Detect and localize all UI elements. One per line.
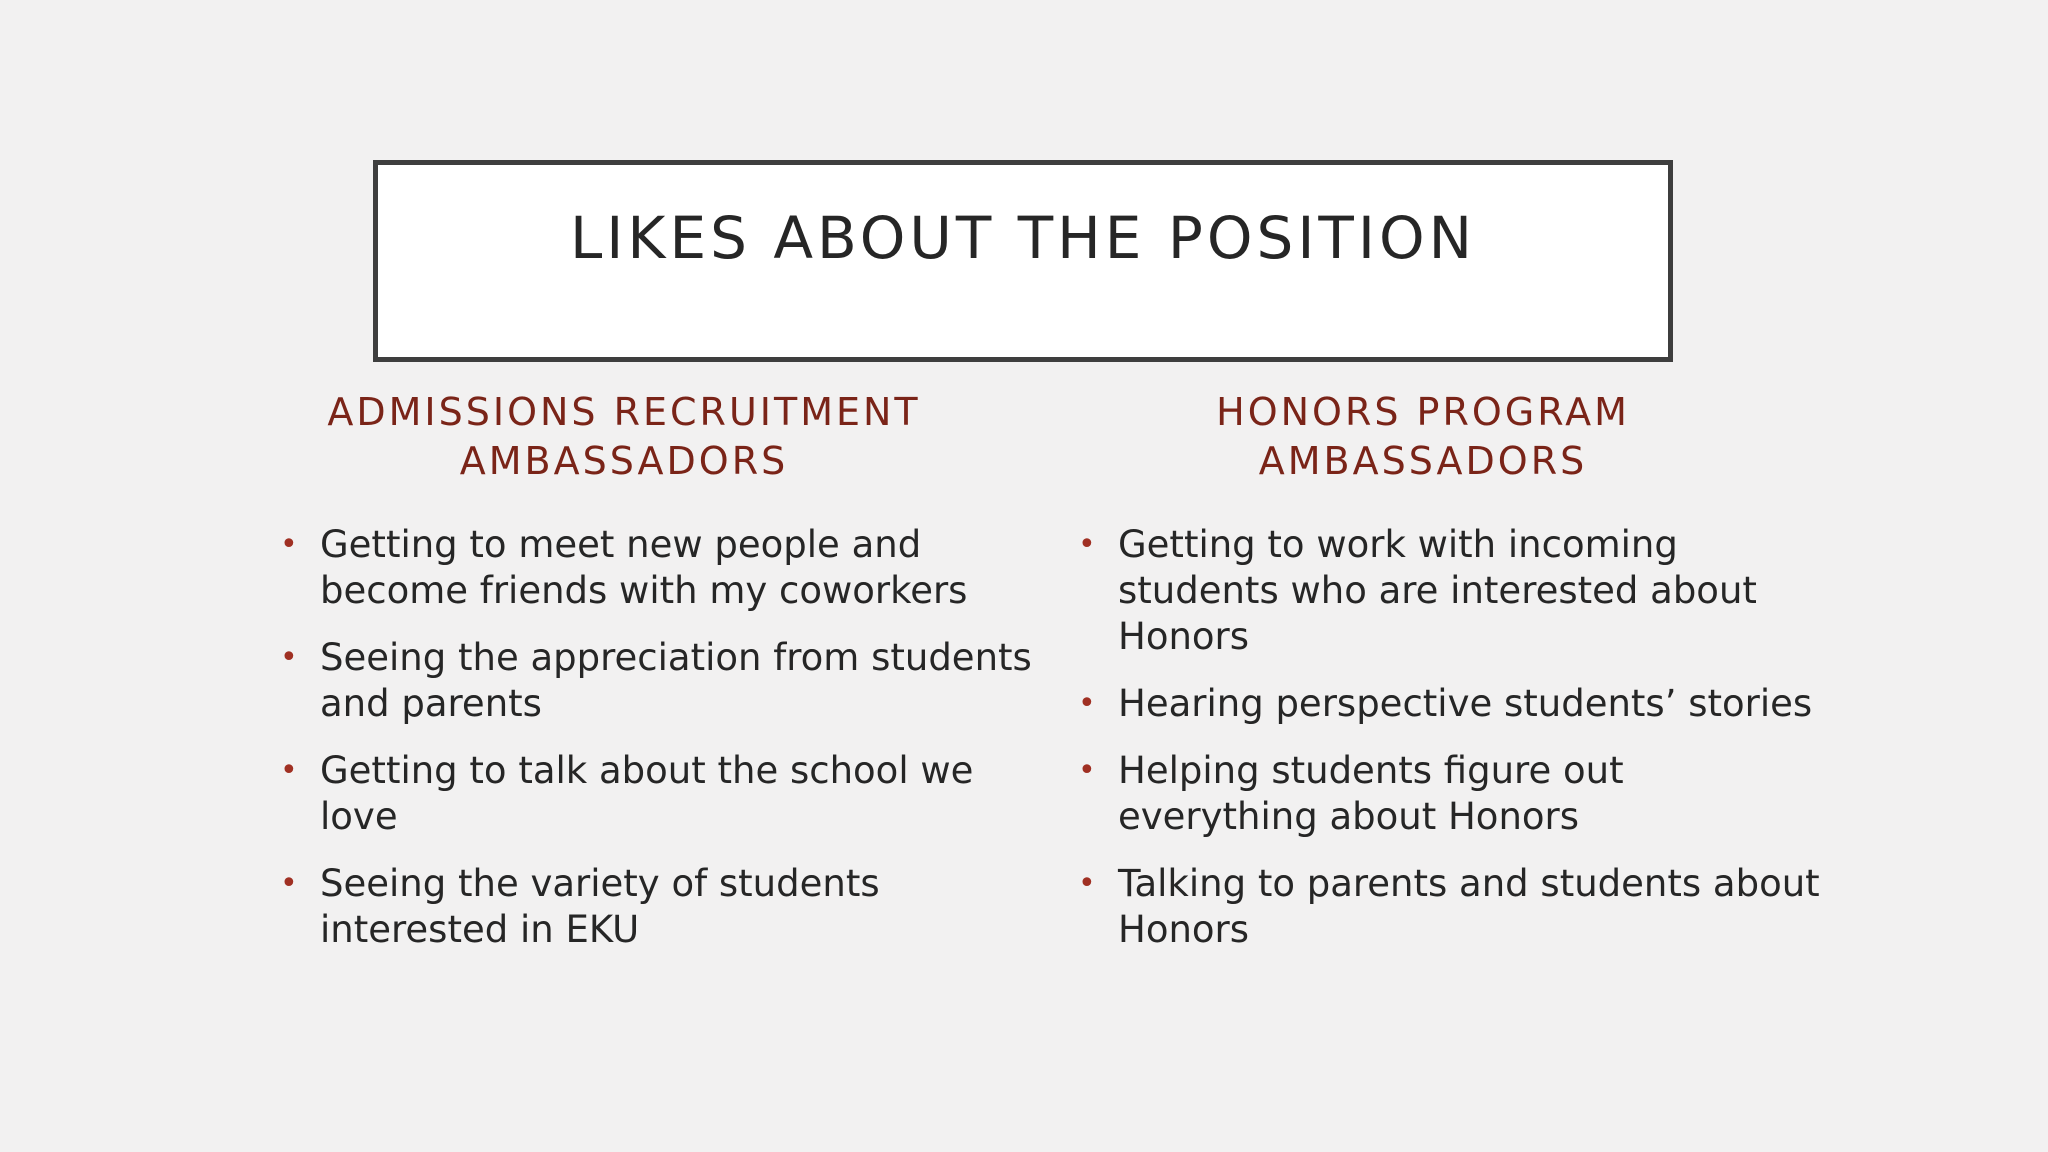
right-bullet-list <box>1078 522 1820 974</box>
bullet-text-line: Talking to parents and students about <box>1118 862 1820 905</box>
bullet-icon: • <box>1078 527 1096 562</box>
bullet-text-line: Honors <box>1118 615 1250 658</box>
bullet-item <box>280 861 1000 953</box>
bullet-text-line: Getting to work with incoming <box>1118 523 1678 566</box>
bullet-text-line: students who are interested about <box>1118 569 1757 612</box>
title-box <box>373 160 1673 362</box>
bullet-icon: • <box>1078 753 1096 788</box>
bullet-item <box>280 748 1000 840</box>
bullet-icon: • <box>280 753 298 788</box>
left-heading-line: ADMISSIONS RECRUITMENT <box>327 390 921 434</box>
bullet-icon: • <box>280 640 298 675</box>
bullet-text-line: Seeing the variety of students <box>320 862 880 905</box>
bullet-item <box>280 522 1000 614</box>
bullet-text-line: love <box>320 795 398 838</box>
bullet-item <box>1078 861 1820 953</box>
bullet-text-line: Hearing perspective students’ stories <box>1118 682 1813 725</box>
bullet-icon: • <box>280 527 298 562</box>
slide-title: LIKES ABOUT THE POSITION <box>569 204 1477 272</box>
bullet-text-line: everything about Honors <box>1118 795 1580 838</box>
left-heading-line: AMBASSADORS <box>459 439 789 483</box>
left-column-heading <box>264 388 984 486</box>
bullet-item <box>1078 522 1798 660</box>
left-bullet-list <box>280 522 1032 974</box>
bullet-item <box>1078 748 1798 840</box>
bullet-text-line: Getting to talk about the school we <box>320 749 974 792</box>
bullet-icon: • <box>280 866 298 901</box>
bullet-text-line: and parents <box>320 682 542 725</box>
bullet-text-line: Getting to meet new people and <box>320 523 922 566</box>
bullet-text-line: interested in EKU <box>320 908 640 951</box>
bullet-icon: • <box>1078 866 1096 901</box>
right-heading-line: HONORS PROGRAM <box>1216 390 1630 434</box>
bullet-text-line: Honors <box>1118 908 1250 951</box>
bullet-icon: • <box>1078 686 1096 721</box>
bullet-text-line: Helping students figure out <box>1118 749 1624 792</box>
right-heading-line: AMBASSADORS <box>1258 439 1588 483</box>
bullet-item <box>1078 681 1813 727</box>
bullet-item <box>280 635 1032 727</box>
bullet-text-line: become friends with my coworkers <box>320 569 968 612</box>
right-column-heading <box>1063 388 1783 486</box>
bullet-text-line: Seeing the appreciation from students <box>320 636 1032 679</box>
